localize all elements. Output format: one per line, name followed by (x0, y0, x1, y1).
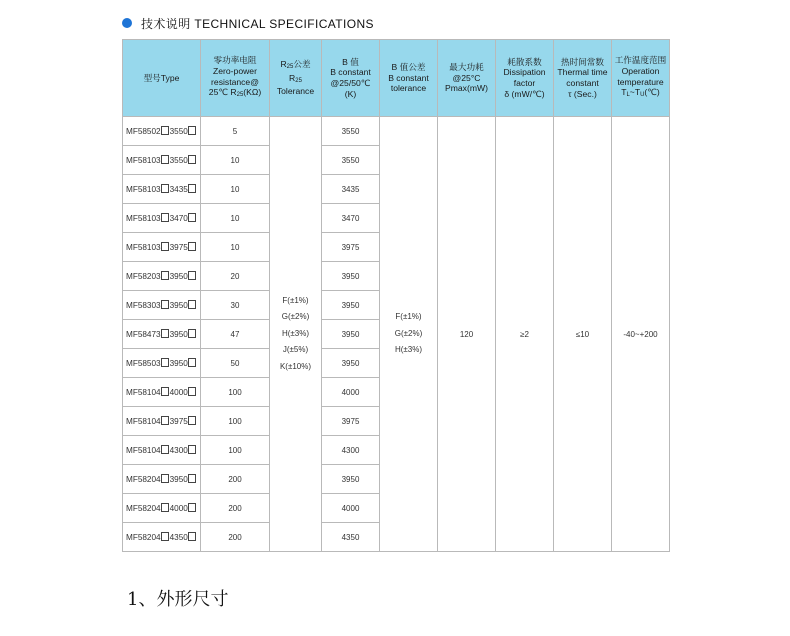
placeholder-box-icon (161, 503, 169, 512)
cell-resistance: 10 (201, 175, 270, 204)
placeholder-box-icon (161, 184, 169, 193)
cell-type (123, 349, 201, 378)
model-bcode: 3975 (169, 417, 188, 426)
header-b-value: B 值 B constant @25/50℃ (K) (322, 40, 380, 117)
placeholder-box-icon (161, 126, 169, 135)
cell-b-value: 3975 (322, 407, 380, 436)
cell-resistance: 200 (201, 465, 270, 494)
tolerance-option: F(±1%) (395, 312, 422, 322)
placeholder-box-icon (188, 329, 196, 338)
cell-b-value: 3950 (322, 465, 380, 494)
model-bcode: 4350 (169, 533, 188, 542)
model-prefix: MF58103 (126, 185, 161, 194)
header-resistance: 零功率电阻 Zero-power resistance@ 25℃ R25(KΩ) (201, 40, 270, 117)
cell-resistance: 10 (201, 204, 270, 233)
cell-resistance: 100 (201, 407, 270, 436)
cell-resistance: 50 (201, 349, 270, 378)
cell-type (123, 436, 201, 465)
model-bcode: 3950 (169, 272, 188, 281)
table-body (123, 117, 670, 552)
model-prefix: MF58104 (126, 417, 161, 426)
cell-b-value: 3950 (322, 291, 380, 320)
section-title (122, 14, 374, 32)
model-prefix: MF58503 (126, 359, 161, 368)
cell-max-power: 120 (438, 117, 496, 552)
header-b-tolerance: B 值公差 B constant tolerance (380, 40, 438, 117)
cell-type (123, 233, 201, 262)
cell-resistance: 10 (201, 233, 270, 262)
placeholder-box-icon (161, 213, 169, 222)
cell-resistance: 200 (201, 494, 270, 523)
cell-type (123, 320, 201, 349)
cell-b-value: 3950 (322, 349, 380, 378)
model-prefix: MF58203 (126, 272, 161, 281)
model-prefix: MF58204 (126, 475, 161, 484)
model-prefix: MF58104 (126, 388, 161, 397)
cell-b-value: 3550 (322, 146, 380, 175)
section-title-text: 技术说明 TECHNICAL SPECIFICATIONS (141, 16, 374, 31)
cell-resistance: 100 (201, 378, 270, 407)
cell-resistance: 30 (201, 291, 270, 320)
header-dissipation: 耗散系数 Dissipation factor δ (mW/℃) (496, 40, 554, 117)
model-bcode: 4000 (169, 504, 188, 513)
cell-type (123, 494, 201, 523)
tolerance-option: G(±2%) (394, 328, 423, 338)
tolerance-option: F(±1%) (282, 295, 309, 305)
model-bcode: 3950 (169, 359, 188, 368)
model-prefix: MF58103 (126, 243, 161, 252)
placeholder-box-icon (188, 416, 196, 425)
cell-type (123, 146, 201, 175)
model-prefix: MF58473 (126, 330, 161, 339)
cell-resistance: 10 (201, 146, 270, 175)
placeholder-box-icon (188, 271, 196, 280)
dimensions-heading: 1、外形尺寸 (127, 589, 229, 610)
cell-type (123, 465, 201, 494)
cell-type (123, 175, 201, 204)
model-prefix: MF58204 (126, 533, 161, 542)
tolerance-option: H(±3%) (281, 328, 310, 338)
cell-dissipation: ≥2 (496, 117, 554, 552)
cell-operation-temp: -40~+200 (612, 117, 670, 552)
header-r-tolerance: R25公差 R25 Tolerance (270, 40, 322, 117)
header-max-power: 最大功耗 @25°C Pmax(mW) (438, 40, 496, 117)
model-prefix: MF58103 (126, 214, 161, 223)
cell-b-value: 3950 (322, 262, 380, 291)
placeholder-box-icon (161, 242, 169, 251)
placeholder-box-icon (161, 474, 169, 483)
placeholder-box-icon (188, 503, 196, 512)
model-bcode: 3950 (169, 475, 188, 484)
placeholder-box-icon (161, 387, 169, 396)
cell-type (123, 291, 201, 320)
model-bcode: 3950 (169, 330, 188, 339)
cell-type (123, 117, 201, 146)
placeholder-box-icon (161, 329, 169, 338)
model-prefix: MF58204 (126, 504, 161, 513)
placeholder-box-icon (161, 445, 169, 454)
model-bcode: 3550 (169, 156, 188, 165)
placeholder-box-icon (161, 271, 169, 280)
tolerance-option: H(±3%) (394, 345, 423, 355)
cell-b-tolerance (380, 117, 438, 552)
placeholder-box-icon (188, 126, 196, 135)
specifications-table (122, 39, 670, 552)
placeholder-box-icon (188, 184, 196, 193)
cell-type (123, 204, 201, 233)
cell-resistance: 5 (201, 117, 270, 146)
cell-b-value: 3550 (322, 117, 380, 146)
model-bcode: 3470 (169, 214, 188, 223)
tolerance-option: J(±5%) (282, 345, 309, 355)
placeholder-box-icon (188, 300, 196, 309)
bullet-dot-icon (122, 18, 132, 28)
cell-type (123, 523, 201, 552)
cell-type (123, 407, 201, 436)
tolerance-option: K(±10%) (279, 361, 312, 371)
placeholder-box-icon (161, 358, 169, 367)
cell-type (123, 378, 201, 407)
model-bcode: 3435 (169, 185, 188, 194)
cell-resistance: 100 (201, 436, 270, 465)
cell-r-tolerance (270, 117, 322, 552)
model-bcode: 3550 (169, 127, 188, 136)
table-header-row (123, 40, 670, 117)
cell-b-value: 3435 (322, 175, 380, 204)
model-bcode: 4000 (169, 388, 188, 397)
model-prefix: MF58103 (126, 156, 161, 165)
placeholder-box-icon (188, 358, 196, 367)
header-thermal-time: 热时间常数 Thermal time constant τ (Sec.) (554, 40, 612, 117)
header-type: 型号Type (123, 40, 201, 117)
placeholder-box-icon (188, 155, 196, 164)
placeholder-box-icon (161, 416, 169, 425)
placeholder-box-icon (188, 532, 196, 541)
cell-thermal-time: ≤10 (554, 117, 612, 552)
model-bcode: 3975 (169, 243, 188, 252)
cell-b-value: 4350 (322, 523, 380, 552)
cell-b-value: 4300 (322, 436, 380, 465)
cell-b-value: 3470 (322, 204, 380, 233)
header-operation-temp: 工作温度范围 Operation temperature TL~TU(℃) (612, 40, 670, 117)
cell-type (123, 262, 201, 291)
placeholder-box-icon (188, 474, 196, 483)
placeholder-box-icon (161, 155, 169, 164)
placeholder-box-icon (188, 387, 196, 396)
tolerance-option: G(±2%) (281, 312, 310, 322)
cell-b-value: 3975 (322, 233, 380, 262)
model-prefix: MF58303 (126, 301, 161, 310)
model-prefix: MF58502 (126, 127, 161, 136)
cell-b-value: 3950 (322, 320, 380, 349)
cell-b-value: 4000 (322, 494, 380, 523)
model-bcode: 3950 (169, 301, 188, 310)
model-prefix: MF58104 (126, 446, 161, 455)
placeholder-box-icon (188, 213, 196, 222)
placeholder-box-icon (161, 532, 169, 541)
model-bcode: 4300 (169, 446, 188, 455)
cell-resistance: 47 (201, 320, 270, 349)
table-row (123, 117, 670, 146)
cell-resistance: 20 (201, 262, 270, 291)
cell-resistance: 200 (201, 523, 270, 552)
cell-b-value: 4000 (322, 378, 380, 407)
placeholder-box-icon (188, 242, 196, 251)
placeholder-box-icon (188, 445, 196, 454)
placeholder-box-icon (161, 300, 169, 309)
